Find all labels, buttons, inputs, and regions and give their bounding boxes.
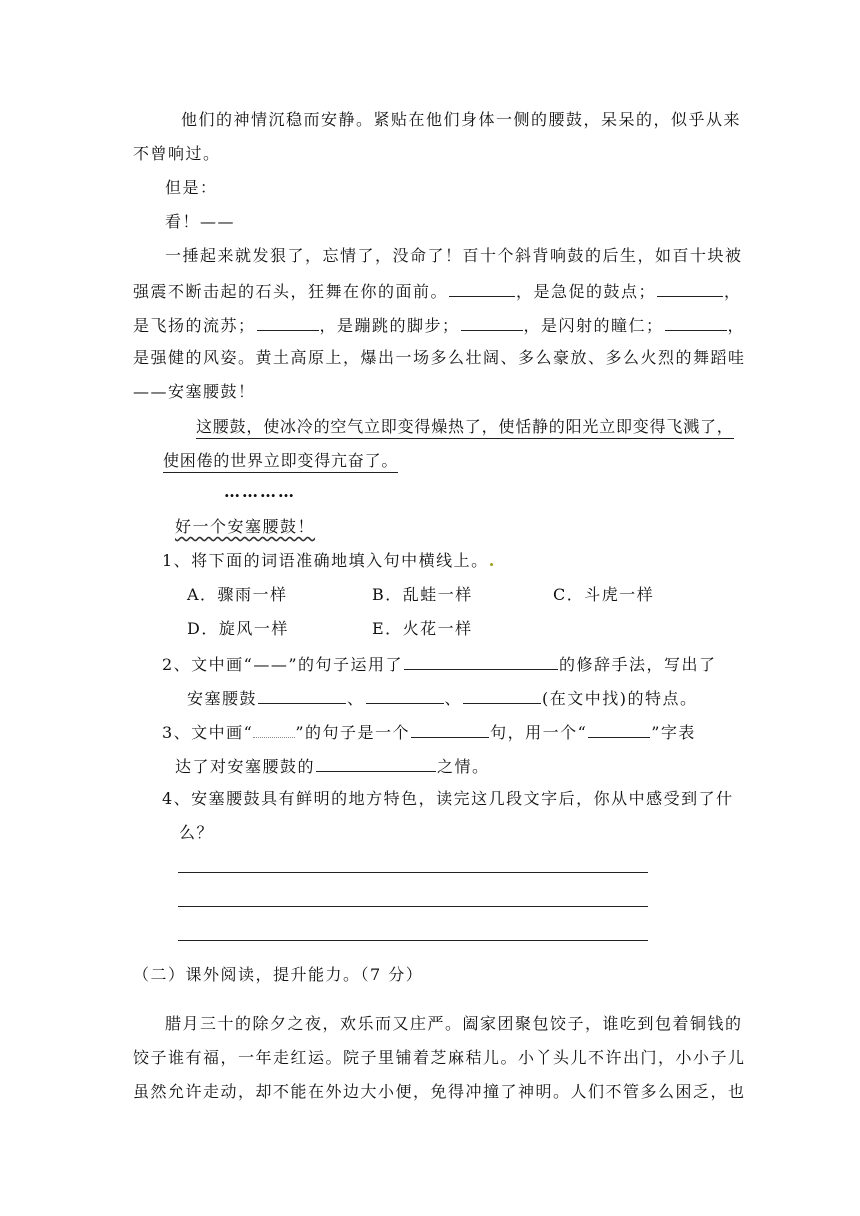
wavy-underlined-text: 好一个安塞腰鼓！ — [175, 517, 316, 536]
option-text: E．火花一样 — [372, 619, 473, 638]
question-text: 3、文中画“ — [162, 723, 254, 742]
passage-line — [165, 214, 235, 230]
passage-line — [181, 112, 741, 128]
answer-blank-trait-3[interactable] — [463, 689, 541, 704]
underlined-sentence — [196, 419, 734, 435]
passage-line — [133, 384, 256, 400]
section-2-heading — [133, 967, 423, 983]
option-text: D．旋风一样 — [187, 619, 289, 638]
option-a[interactable] — [187, 587, 288, 603]
fill-blank-2[interactable] — [657, 282, 723, 297]
question-text: 4、安塞腰鼓具有鲜明的地方特色，读完这几段文字后，你从中感受到了什 — [162, 789, 734, 808]
question-text: 、 — [347, 689, 365, 708]
option-text: B．乱蛙一样 — [372, 585, 473, 604]
answer-blank-sentence-type[interactable] — [411, 723, 489, 738]
wavy-sentence — [175, 519, 315, 535]
passage-text: 虽然允许走动，却不能在外边大小便，免得冲撞了神明。人们不管多么困乏，也 — [133, 1082, 746, 1101]
passage-2-line — [165, 1016, 743, 1032]
answer-line-3[interactable] — [178, 940, 648, 941]
question-4 — [162, 791, 734, 807]
underlined-sentence — [163, 453, 398, 469]
question-text: 句，用一个“ — [490, 723, 588, 742]
fill-blank-1[interactable] — [449, 282, 515, 297]
question-text: 安塞腰鼓 — [187, 689, 258, 708]
question-2 — [162, 655, 717, 673]
answer-blank-trait-2[interactable] — [366, 689, 444, 704]
passage-text: 看！—— — [165, 212, 236, 231]
section-heading-text: （二）课外阅读，提升能力。（7 分） — [133, 965, 424, 984]
passage-text: 不曾响过。 — [133, 144, 221, 163]
fill-blank-4[interactable] — [461, 316, 523, 331]
fill-blank-3[interactable] — [257, 316, 319, 331]
passage-2-line — [133, 1084, 746, 1100]
answer-blank-word[interactable] — [588, 723, 650, 738]
passage-line — [133, 316, 745, 334]
fill-blank-5[interactable] — [665, 316, 727, 331]
question-text: (在文中找)的特点。 — [542, 689, 698, 708]
question-3 — [162, 723, 696, 741]
stray-mark: . — [488, 551, 496, 570]
question-1 — [162, 553, 496, 569]
passage-text: 强震不断击起的石头，狂舞在你的面前。 — [133, 282, 449, 301]
underlined-text: 这腰鼓，使冰冷的空气立即变得燥热了，使恬静的阳光立即变得飞溅了， — [196, 417, 734, 439]
passage-line — [133, 146, 221, 162]
ellipsis — [224, 484, 296, 500]
passage-text: 一捶起来就发狠了，忘情了，没命了！百十个斜背响鼓的后生，如百十块被 — [165, 246, 743, 265]
passage-text: ——安塞腰鼓！ — [133, 382, 256, 401]
dotted-mark-sample — [253, 723, 295, 738]
option-c[interactable] — [553, 587, 654, 603]
passage-line — [165, 248, 743, 264]
option-e[interactable] — [372, 621, 473, 637]
ellipsis-text: ………… — [224, 482, 296, 501]
passage-text: 饺子谁有福，一年走红运。院子里铺着芝麻秸儿。小丫头儿不许出门，小小子儿 — [133, 1048, 746, 1067]
passage-line — [165, 180, 218, 196]
question-text: 、 — [444, 689, 463, 708]
answer-blank-rhetoric[interactable] — [404, 655, 558, 670]
question-text: 1、将下面的词语准确地填入句中横线上。 — [162, 551, 489, 570]
option-b[interactable] — [372, 587, 473, 603]
passage-text: 是强健的风姿。黄土高原上，爆出一场多么壮阔、多么豪放、多么火烈的舞蹈哇 — [133, 348, 746, 367]
passage-2-line — [133, 1050, 746, 1066]
passage-text: ，是蹦跳的脚步； — [319, 316, 460, 335]
passage-line — [133, 350, 746, 366]
option-text: A．骤雨一样 — [187, 585, 288, 604]
passage-text: 腊月三十的除夕之夜，欢乐而又庄严。阖家团聚包饺子，谁吃到包着铜钱的 — [165, 1014, 743, 1033]
passage-text: 但是： — [165, 178, 218, 197]
question-text: 么？ — [179, 823, 215, 842]
question-2-cont — [187, 689, 698, 707]
question-text: ”字表 — [651, 723, 696, 742]
passage-text: ， — [727, 316, 746, 335]
passage-text: ，是闪射的瞳仁； — [523, 316, 664, 335]
option-text: C．斗虎一样 — [553, 585, 655, 604]
passage-line — [133, 282, 742, 300]
passage-text: 是飞扬的流苏； — [133, 316, 256, 335]
question-3-cont — [175, 757, 490, 775]
underlined-text: 使困倦的世界立即变得亢奋了。 — [163, 451, 398, 473]
question-4-cont — [179, 825, 214, 841]
passage-text: 他们的神情沉稳而安静。紧贴在他们身体一侧的腰鼓，呆呆的，似乎从来 — [181, 110, 742, 129]
passage-text: ，是急促的鼓点； — [516, 282, 657, 301]
passage-text: ， — [724, 282, 742, 301]
question-text: 达了对安塞腰鼓的 — [175, 757, 316, 776]
question-text: ”的句子是一个 — [295, 723, 411, 742]
answer-line-2[interactable] — [178, 906, 648, 907]
option-d[interactable] — [187, 621, 289, 637]
question-text: 的修辞手法，写出了 — [559, 655, 717, 674]
question-text: 2、文中画“——”的句子运用了 — [162, 655, 404, 674]
answer-line-1[interactable] — [178, 872, 648, 873]
answer-blank-feeling[interactable] — [316, 757, 436, 772]
answer-blank-trait-1[interactable] — [258, 689, 346, 704]
question-text: 之情。 — [437, 757, 490, 776]
